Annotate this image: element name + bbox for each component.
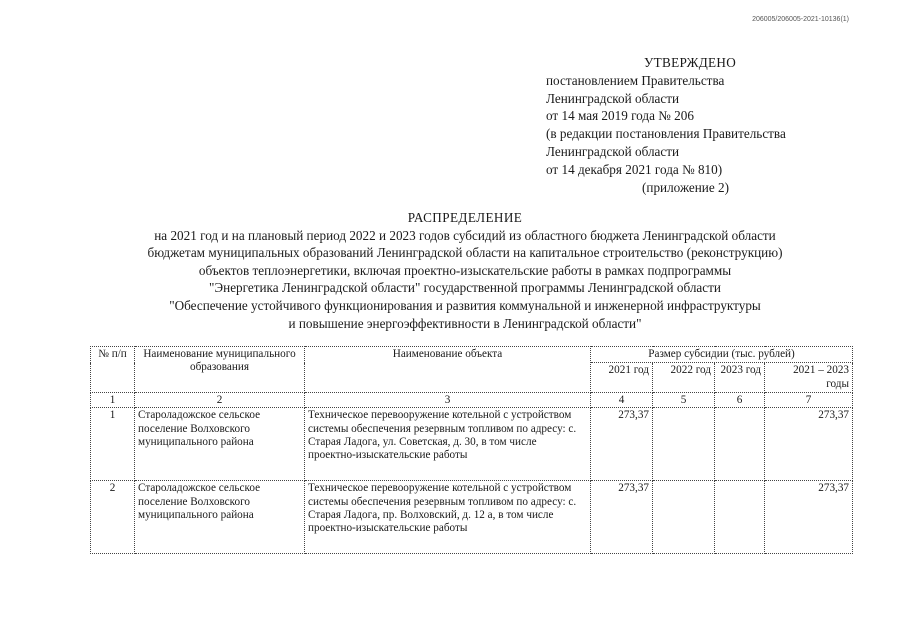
heading-line: объектов теплоэнергетики, включая проектно-изыскательские работы в рамках подпрограммы (198, 262, 732, 278)
approval-line: от 14 декабря 2021 года № 810) (546, 161, 723, 177)
heading-line: на 2021 год и на плановый период 2022 и 2023 годов субсидий из областного бюджета Ленинградской области (154, 227, 776, 243)
row-object: Техническое перевооружение котельной с устройством системы обеспечения резервным топливом по адресу: с. Старая Ладога, пр. Волховский, д. 12 а, в том числе проектно-изыскательские работы (305, 481, 591, 554)
column-number: 2 (135, 393, 305, 408)
header-object: Наименование объекта (305, 347, 591, 393)
column-number: 3 (305, 393, 591, 408)
table-row (91, 408, 853, 481)
header-year-2021: 2021 год (591, 363, 653, 393)
column-number: 7 (765, 393, 853, 408)
document-id: 206005/206005-2021-10136(1) (752, 16, 849, 23)
heading-line: "Энергетика Ленинградской области" государственной программы Ленинградской области (209, 280, 721, 296)
row-value-2021: 273,37 (591, 481, 653, 554)
row-municipality: Староладожское сельское поселение Волховского муниципального района (135, 408, 305, 481)
column-number: 6 (715, 393, 765, 408)
header-municipality: Наименование муниципального образования (135, 347, 305, 393)
row-value-total: 273,37 (765, 481, 853, 554)
heading-line: и повышение энергоэффективности в Ленинградской области" (288, 315, 642, 331)
row-value-2021: 273,37 (591, 408, 653, 481)
row-value-2023 (715, 408, 765, 481)
approval-title: УТВЕРЖДЕНО (644, 55, 737, 70)
row-value-total: 273,37 (765, 408, 853, 481)
appendix-label: (приложение 2) (642, 179, 729, 195)
approval-line: (в редакции постановления Правительства (546, 126, 786, 142)
header-num: № п/п (91, 347, 135, 393)
header-year-2022: 2022 год (653, 363, 715, 393)
row-object: Техническое перевооружение котельной с устройством системы обеспечения резервным топливом по адресу: с. Старая Ладога, ул. Советская, д. 30, в том числе проектно-изыскательские работы (305, 408, 591, 481)
heading-line: бюджетам муниципальных образований Ленинградской области на капитальное строительство (реконструкцию) (147, 245, 783, 261)
approval-line: постановлением Правительства (546, 72, 725, 88)
approval-line: от 14 мая 2019 года № 206 (546, 108, 694, 124)
header-subsidy: Размер субсидии (тыс. рублей) (591, 347, 853, 363)
row-num: 2 (91, 481, 135, 554)
table-row (91, 481, 853, 554)
approval-line: Ленинградской области (546, 90, 680, 106)
approval-line: Ленинградской области (546, 143, 680, 159)
column-number-row (91, 393, 853, 408)
row-num: 1 (91, 408, 135, 481)
subsidy-table (90, 346, 853, 554)
row-value-2022 (653, 408, 715, 481)
document-heading (70, 209, 860, 332)
column-number: 1 (91, 393, 135, 408)
header-year-2023: 2023 год (715, 363, 765, 393)
column-number: 4 (591, 393, 653, 408)
row-value-2022 (653, 481, 715, 554)
row-municipality: Староладожское сельское поселение Волховского муниципального района (135, 481, 305, 554)
approval-block (546, 54, 866, 196)
heading-title: РАСПРЕДЕЛЕНИЕ (407, 210, 523, 225)
heading-line: "Обеспечение устойчивого функционирования и развития коммунальной и инженерной инфраструктуры (169, 297, 761, 313)
header-total: 2021 – 2023 годы (765, 363, 853, 393)
row-value-2023 (715, 481, 765, 554)
column-number: 5 (653, 393, 715, 408)
